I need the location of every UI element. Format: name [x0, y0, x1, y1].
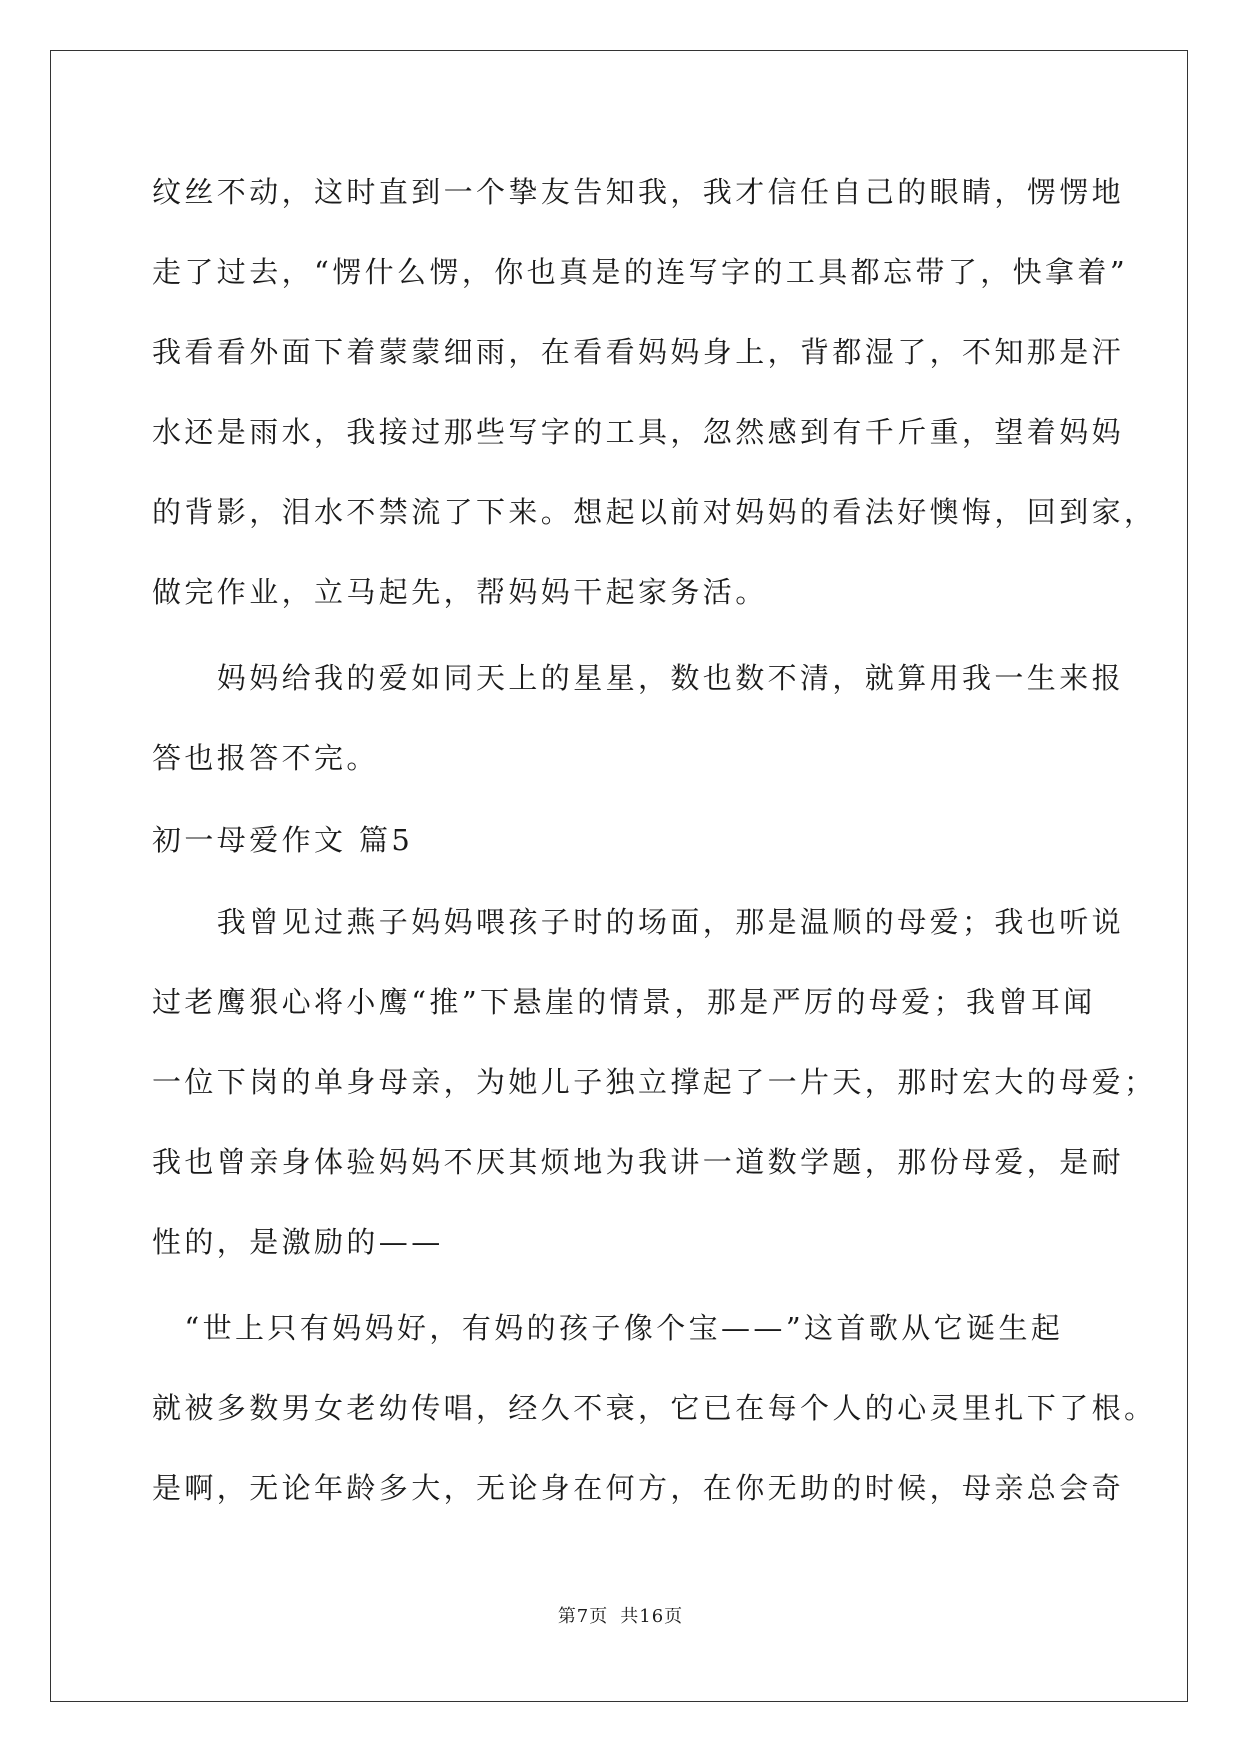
body-text-line: 性的，是激励的——: [152, 1225, 444, 1259]
body-text-line: 是啊，无论年龄多大，无论身在何方，在你无助的时候，母亲总会奇: [152, 1471, 1125, 1505]
body-text-line: 我曾见过燕子妈妈喂孩子时的场面，那是温顺的母爱；我也听说: [152, 905, 1125, 939]
body-text-line: 走了过去，“愣什么愣，你也真是的连写字的工具都忘带了，快拿着”: [152, 255, 1129, 289]
body-text-line: 我也曾亲身体验妈妈不厌其烦地为我讲一道数学题，那份母爱，是耐: [152, 1145, 1125, 1179]
body-text-line: 的背影，泪水不禁流了下来。想起以前对妈妈的看法好懊悔，回到家，: [152, 495, 1157, 529]
body-text-line: 妈妈给我的爱如同天上的星星，数也数不清，就算用我一生来报: [152, 661, 1125, 695]
body-text-line: 做完作业，立马起先，帮妈妈干起家务活。: [152, 575, 768, 609]
body-text-line: 过老鹰狠心将小鹰“推”下悬崖的情景，那是严厉的母爱；我曾耳闻: [152, 985, 1096, 1019]
body-text-line: 水还是雨水，我接过那些写字的工具，忽然感到有千斤重，望着妈妈: [152, 415, 1125, 449]
body-text-line: 就被多数男女老幼传唱，经久不衰，它已在每个人的心灵里扎下了根。: [152, 1391, 1157, 1425]
body-text-line: “世上只有妈妈好，有妈的孩子像个宝——”这首歌从它诞生起: [152, 1311, 1064, 1345]
body-text-line: 我看看外面下着蒙蒙细雨，在看看妈妈身上，背都湿了，不知那是汗: [152, 335, 1125, 369]
body-text-line: 纹丝不动，这时直到一个挚友告知我，我才信任自己的眼睛，愣愣地: [152, 175, 1125, 209]
body-text-line: 一位下岗的单身母亲，为她儿子独立撑起了一片天，那时宏大的母爱；: [152, 1065, 1157, 1099]
body-text-line: 答也报答不完。: [152, 741, 379, 775]
page-border: [50, 50, 1188, 1702]
page-number-total: 共16页: [620, 1606, 684, 1627]
page-footer: [0, 1602, 1241, 1628]
page-number-current: 第7页: [557, 1606, 609, 1627]
section-heading: 初一母爱作文 篇5: [152, 823, 414, 857]
